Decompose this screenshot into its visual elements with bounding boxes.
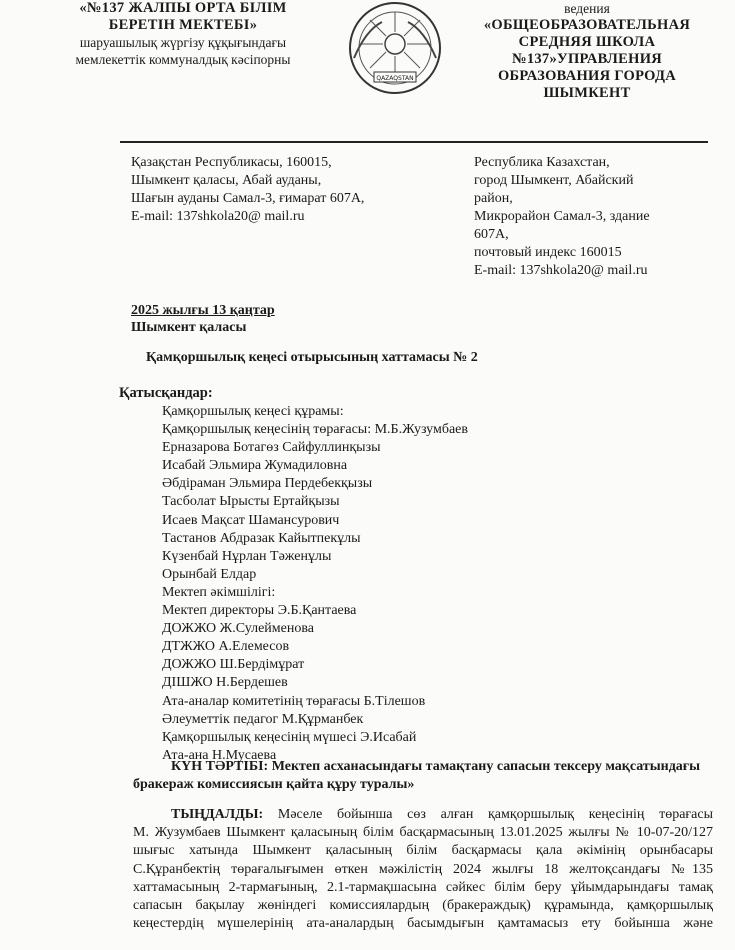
school-name-ru-line1: «ОБЩЕОБРАЗОВАТЕЛЬНАЯ	[483, 17, 691, 33]
address-ru-line: почтовый индекс 160015	[474, 245, 622, 260]
school-name-kz-line1: «№137 ЖАЛПЫ ОРТА БІЛІМ	[79, 0, 287, 16]
agenda-line: КҮН ТӘРТІБІ: Мектеп асханасындағы тамақтану сапасын тексеру мақсатындағы	[171, 759, 701, 774]
paragraph-line	[133, 806, 713, 824]
school-name-ru-line3: №137»УПРАВЛЕНИЯ	[511, 51, 663, 67]
participant-item: Қамқоршылық кеңесінің мүшесі Э.Исабай	[162, 729, 417, 745]
paragraph-text: Мәселе бойынша сөз алған қамқоршылық кеңесінің төрағасы	[263, 807, 713, 822]
header-divider	[120, 141, 708, 143]
agenda	[133, 758, 713, 794]
address-kz-line: Шымкент қаласы, Абай ауданы,	[131, 173, 322, 188]
agenda-line: бракераж комиссиясын қайта құру туралы»	[133, 777, 415, 792]
address-kz-line: Қазақстан Республикасы, 160015,	[131, 155, 332, 170]
participant-item: Қамқоршылық кеңесі құрамы:	[162, 404, 344, 419]
participant-item: Орынбай Елдар	[162, 566, 257, 582]
paragraph-line: М. Жузумбаев Шымкент қаласының білім басқармасының 13.01.2025 жылғы № 10-07-20/127	[133, 825, 713, 841]
participant-item: ДОЖЖО Ш.Бердімұрат	[162, 657, 305, 673]
participants-list	[162, 403, 468, 765]
address-ru-line: район,	[474, 191, 513, 206]
address-ru	[474, 154, 694, 280]
school-type-kz-line1: шаруашылық жүргізу құқығындағы	[79, 35, 287, 50]
participant-item: ДТЖЖО А.Елемесов	[162, 639, 290, 655]
school-name-ru-line2: СРЕДНЯЯ ШКОЛА	[518, 34, 656, 50]
header-left	[58, 0, 308, 68]
participant-item: Ата-ана Н.Мусаева	[162, 747, 277, 763]
participant-item: Мектеп әкімшілігі:	[162, 584, 276, 600]
document-title: Қамқоршылық кеңесі отырысының хаттамасы № 2	[146, 350, 478, 365]
address-ru-line: Республика Казахстан,	[474, 155, 610, 170]
participant-item: Әлеуметтік педагог М.Құрманбек	[162, 711, 364, 727]
participant-item: Әбдіраман Эльмира Пердебекқызы	[162, 476, 373, 492]
participant-item: Ерназарова Ботагөз Сайфуллинқызы	[162, 440, 381, 456]
heard-paragraph	[133, 806, 713, 933]
paragraph-line: сапасын бақылау жөніндегі комиссиялардың (бракераждық) құрамында, қамқоршылық	[133, 897, 713, 913]
address-ru-email: E-mail: 137shkola20@ mail.ru	[474, 263, 648, 278]
school-type-ru: ведения	[564, 1, 610, 16]
address-ru-line: Микрорайон Самал-3, здание	[474, 209, 650, 224]
participant-item: Исаев Мақсат Шамансурович	[162, 512, 340, 528]
paragraph-line: шығыс хатында Шымкент қаласының білім басқармасы қала әкімінің орынбасары	[133, 843, 713, 859]
address-kz	[131, 154, 431, 226]
participant-item: Тасболат Ырысты Ертайқызы	[162, 494, 340, 510]
participant-item: Қамқоршылық кеңесінің төрағасы: М.Б.Жузумбаев	[162, 422, 469, 438]
participant-item: ДОЖЖО Ж.Сулейменова	[162, 621, 314, 637]
participant-item: Ата-аналар комитетінің төрағасы Б.Тілешов	[162, 693, 426, 709]
participant-item: ДІШЖО Н.Бердешев	[162, 675, 288, 691]
address-ru-line: 607А,	[474, 227, 509, 242]
participants-heading: Қатысқандар:	[119, 385, 213, 401]
participant-item: Мектеп директоры Э.Б.Қантаева	[162, 603, 357, 619]
paragraph-line: С.Құранбектің төрағалығымен өткен мәжілістің 2024 жылғы 18 желтоқсандағы №135	[133, 861, 713, 877]
school-name-kz-line2: БЕРЕТІН МЕКТЕБІ»	[108, 17, 258, 33]
paragraph-line: хаттамасының 2-тармағының, 2.1-тармақшасына сәйкес білім беру ұйымдарындағы тамақ	[133, 879, 713, 895]
participant-item: Күзенбай Нұрлан Тәженұлы	[162, 548, 332, 564]
heard-label: ТЫҢДАЛДЫ:	[171, 807, 264, 822]
emblem-ribbon-text: QAZAQSTAN	[376, 75, 414, 82]
participant-item: Исабай Эльмира Жумадиловна	[162, 458, 348, 474]
school-name-ru-line5: ШЫМКЕНТ	[543, 85, 631, 101]
address-kz-email: E-mail: 137shkola20@ mail.ru	[131, 209, 305, 224]
participant-item: Тастанов Абдразак Кайытпекұлы	[162, 530, 361, 546]
school-type-kz-line2: мемлекеттік коммуналдық кәсіпорны	[75, 52, 291, 67]
state-emblem-icon	[340, 0, 450, 100]
header-right	[462, 0, 712, 102]
address-ru-line: город Шымкент, Абайский	[474, 173, 634, 188]
document-date: 2025 жылғы 13 қаңтар	[131, 303, 275, 318]
paragraph-line: кеңестердің мүшелерінің ата-аналардың басымдығын қамтамасыз ету бойынша және	[133, 916, 713, 932]
address-kz-line: Шағын ауданы Самал-3, ғимарат 607А,	[131, 191, 365, 206]
school-name-ru-line4: ОБРАЗОВАНИЯ ГОРОДА	[497, 68, 677, 84]
document-city: Шымкент қаласы	[131, 320, 247, 335]
